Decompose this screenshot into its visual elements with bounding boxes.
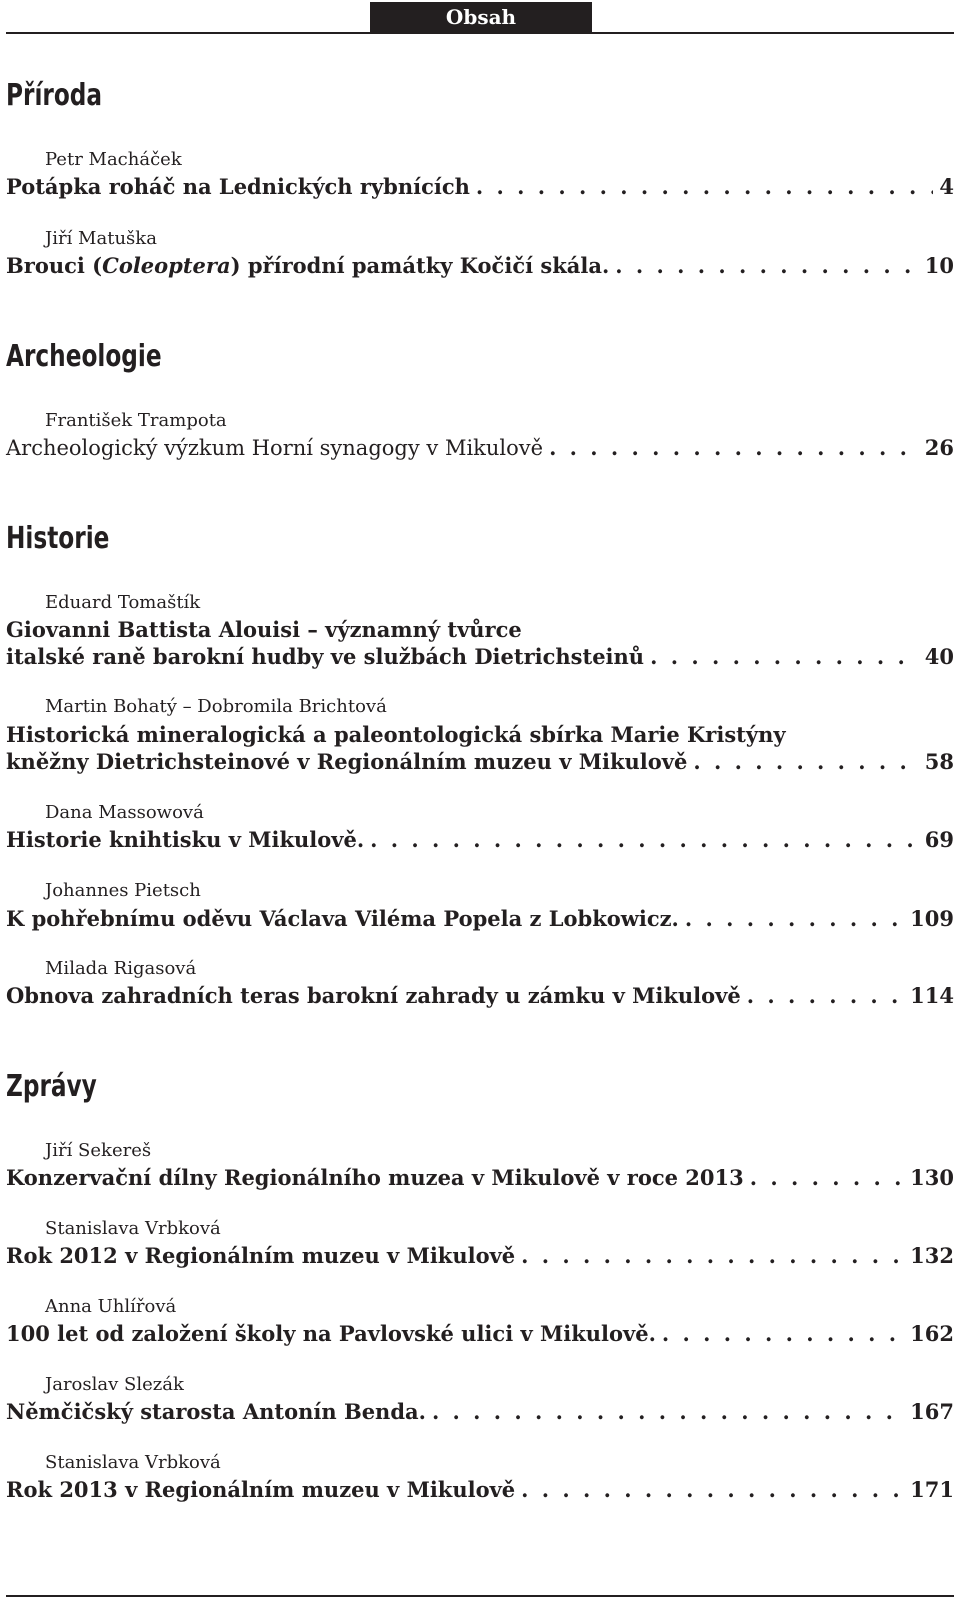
header-label: Obsah: [370, 2, 592, 32]
entry-page: 26: [924, 435, 954, 460]
leader-dots: [476, 173, 933, 200]
toc-entry[interactable]: [6, 1398, 954, 1425]
entry-page: 114: [910, 983, 954, 1008]
leader-dots: [521, 1476, 904, 1503]
section-title: Příroda: [6, 78, 103, 113]
toc-entry[interactable]: [6, 252, 954, 279]
entry-author: Johannes Pietsch: [45, 880, 201, 901]
entry-title-line: Historická mineralogická a paleontologická sbírka Marie Kristýny: [6, 722, 786, 747]
leader-dots: [662, 1320, 904, 1347]
entry-author: Eduard Tomaštík: [45, 592, 201, 613]
leader-dots: [370, 826, 919, 853]
toc-entry[interactable]: [6, 826, 954, 853]
entry-title: Rok 2013 v Regionálním muzeu v Mikulově: [6, 1477, 516, 1502]
entry-page: 130: [910, 1165, 954, 1190]
entry-title: kněžny Dietrichsteinové v Regionálním muzeu v Mikulově: [6, 749, 688, 774]
leader-dots: [549, 434, 919, 461]
entry-title-line: Giovanni Battista Alouisi – významný tvůrce: [6, 617, 522, 642]
toc-entry[interactable]: [6, 173, 954, 200]
leader-dots: [750, 1164, 904, 1191]
entry-page: 58: [924, 749, 954, 774]
entry-title: Obnova zahradních teras barokní zahrady u zámku v Mikulově: [6, 983, 741, 1008]
entry-author: František Trampota: [45, 410, 227, 431]
entry-title: Potápka roháč na Lednických rybnících: [6, 174, 470, 199]
entry-page: 167: [910, 1399, 954, 1424]
entry-author: Stanislava Vrbková: [45, 1452, 221, 1473]
entry-author: Milada Rigasová: [45, 958, 197, 979]
leader-dots: [432, 1398, 904, 1425]
toc-entry[interactable]: [6, 1320, 954, 1347]
toc-entry[interactable]: [6, 982, 954, 1009]
entry-title: Konzervační dílny Regionálního muzea v Mikulově v roce 2013: [6, 1165, 744, 1190]
toc-entry[interactable]: [6, 1164, 954, 1191]
entry-title: Rok 2012 v Regionálním muzeu v Mikulově: [6, 1243, 516, 1268]
top-rule: [6, 32, 954, 34]
entry-page: 162: [910, 1321, 954, 1346]
section-title: Archeologie: [6, 339, 162, 374]
entry-author: Jaroslav Slezák: [45, 1374, 184, 1395]
leader-dots: [685, 905, 904, 932]
leader-dots: [650, 643, 919, 670]
leader-dots: [693, 748, 918, 775]
entry-page: 4: [939, 174, 954, 199]
toc-entry[interactable]: [6, 1476, 954, 1503]
entry-title: K pohřebnímu oděvu Václava Viléma Popela z Lobkowicz.: [6, 906, 679, 931]
entry-author: Dana Massowová: [45, 802, 204, 823]
leader-dots: [747, 982, 904, 1009]
entry-page: 40: [924, 644, 954, 669]
entry-author: Stanislava Vrbková: [45, 1218, 221, 1239]
toc-entry[interactable]: [6, 721, 954, 775]
entry-title: Brouci (Coleoptera) přírodní památky Kočičí skála.: [6, 253, 610, 278]
entry-title: 100 let od založení školy na Pavlovské ulici v Mikulově.: [6, 1321, 656, 1346]
section-title: Historie: [6, 521, 110, 556]
entry-page: 69: [924, 827, 954, 852]
entry-title: italské raně barokní hudby ve službách Dietrichsteinů: [6, 644, 645, 669]
entry-author: Anna Uhlířová: [45, 1296, 177, 1317]
entry-author: Jiří Sekereš: [45, 1140, 152, 1161]
entry-page: 10: [924, 253, 954, 278]
entry-page: 109: [910, 906, 954, 931]
leader-dots: [615, 252, 918, 279]
entry-author: Jiří Matuška: [45, 228, 157, 249]
leader-dots: [521, 1242, 904, 1269]
section-title: Zprávy: [6, 1069, 97, 1104]
entry-title: Němčičský starosta Antonín Benda.: [6, 1399, 426, 1424]
entry-title: Archeologický výzkum Horní synagogy v Mikulově: [6, 436, 544, 460]
toc-entry[interactable]: [6, 434, 954, 462]
entry-author: Petr Macháček: [45, 149, 182, 170]
bottom-rule: [6, 1595, 954, 1597]
toc-entry[interactable]: [6, 905, 954, 932]
entry-author: Martin Bohatý – Dobromila Brichtová: [45, 696, 387, 717]
entry-page: 132: [910, 1243, 954, 1268]
toc-entry[interactable]: [6, 1242, 954, 1269]
toc-entry[interactable]: [6, 616, 954, 670]
entry-title: Historie knihtisku v Mikulově.: [6, 827, 365, 852]
entry-page: 171: [910, 1477, 954, 1502]
